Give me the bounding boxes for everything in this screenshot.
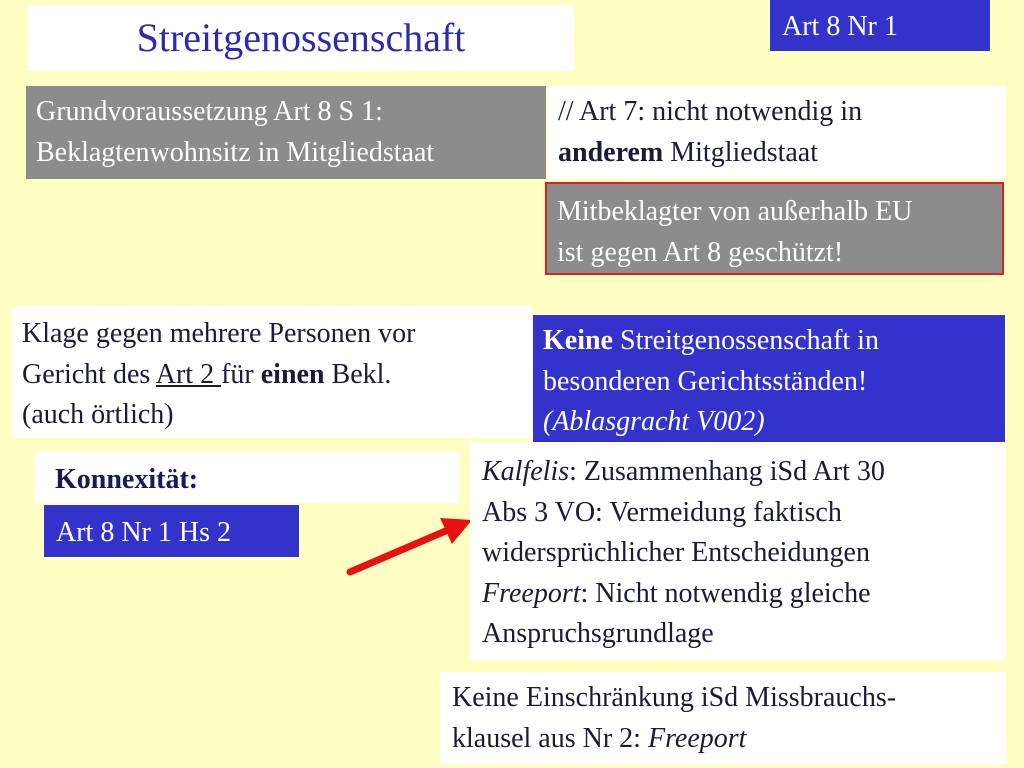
klage-art2: Art 2 (155, 358, 222, 390)
keine-line1 (543, 321, 995, 362)
klage-bold: einen (260, 358, 325, 390)
missbrauch-line1: Keine Einschränkung iSd Missbrauchs- (452, 682, 897, 713)
article-tag: Art 8 Nr 1 (770, 0, 990, 51)
keine-rest1: Streitgenossenschaft in (613, 325, 879, 356)
grund-line2: Beklagtenwohnsitz in Mitgliedstaat (36, 136, 435, 168)
keine-streitgenossenschaft-box (533, 315, 1005, 443)
keine-line3 (543, 402, 995, 443)
mitbekl-line1: Mitbeklagter von außerhalb EU (557, 196, 913, 227)
konnexitaet-heading: Konnexität: (35, 452, 459, 503)
art7-box (548, 86, 1006, 179)
kalfelis-line5: Anspruchsgrundlage (482, 618, 714, 650)
art7-rest: Mitgliedstaat (663, 136, 819, 168)
missbrauch-italic: Freeport (647, 722, 747, 754)
missbrauch-line2 (452, 719, 994, 760)
kalfelis-rest1: : Zusammenhang iSd Art 30 (569, 456, 885, 487)
kalfelis-box (470, 442, 1006, 660)
red-arrow-icon (340, 512, 480, 582)
klage-line2 (22, 355, 522, 396)
kalfelis-line3: widersprüchlicher Entscheidungen (482, 537, 870, 569)
kalfelis-line2: Abs 3 VO: Vermeidung faktisch (482, 496, 842, 528)
grundvoraussetzung-box (26, 86, 546, 179)
klage-box (12, 306, 532, 438)
mitbeklagter-box (545, 182, 1004, 275)
klage-post: Bekl. (324, 358, 392, 390)
freeport-italic: Freeport (482, 577, 581, 609)
klage-line3: (auch örtlich) (22, 399, 174, 431)
klage-line1: Klage gegen mehrere Personen vor (22, 318, 416, 349)
keine-line2: besonderen Gerichtsständen! (543, 365, 868, 397)
kalfelis-line4 (482, 574, 994, 615)
keine-line3-italic: (Ablasgracht V002) (543, 406, 765, 438)
art8-hs2-tag: Art 8 Nr 1 Hs 2 (44, 505, 299, 557)
art7-bold: anderem (558, 136, 664, 168)
art7-line2 (558, 133, 996, 174)
art7-line1: // Art 7: nicht notwendig in (558, 96, 863, 127)
klage-pre: Gericht des (22, 358, 156, 390)
missbrauch-pre2: klausel aus Nr 2: (452, 722, 648, 754)
page-title: Streitgenossenschaft (28, 5, 574, 71)
keine-bold: Keine (543, 325, 613, 356)
kalfelis-line1 (482, 452, 994, 493)
klage-mid: für (221, 358, 261, 390)
kalfelis-rest4: : Nicht notwendig gleiche (580, 577, 871, 609)
missbrauch-box (440, 672, 1006, 764)
grund-line1: Grundvoraussetzung Art 8 S 1: (36, 96, 383, 127)
mitbekl-line2: ist gegen Art 8 geschützt! (557, 236, 844, 268)
kalfelis-italic: Kalfelis (482, 456, 570, 487)
